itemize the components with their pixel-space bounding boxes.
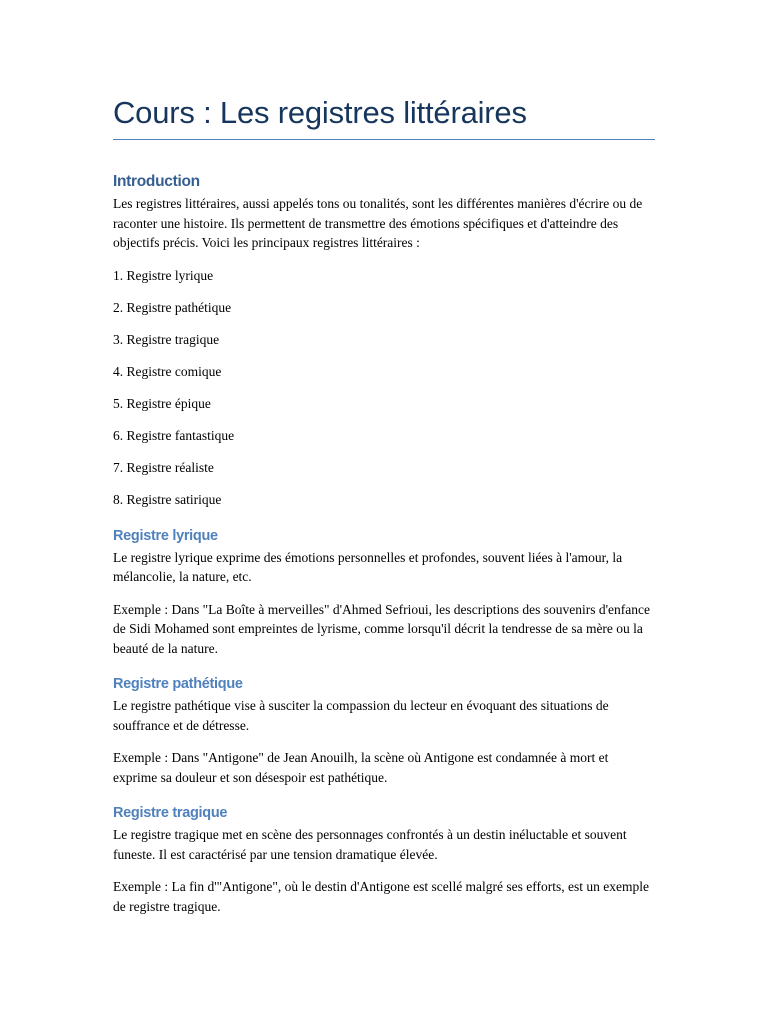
section-registre-lyrique xyxy=(113,524,655,659)
section-example: Exemple : La fin d'"Antigone", où le destin d'Antigone est scellé malgré ses efforts, est un exemple de registre tragique. xyxy=(113,879,649,914)
page-title: Cours : Les registres littéraires xyxy=(113,95,527,130)
list-item: 5. Registre épique xyxy=(113,395,211,411)
section-definition: Le registre tragique met en scène des personnages confrontés à un destin inéluctable et souvent funeste. Il est caractérisé par une tension dramatique élevée. xyxy=(113,827,627,862)
list-item: 3. Registre tragique xyxy=(113,331,220,347)
section-heading: Registre lyrique xyxy=(113,527,218,544)
list-item: 1. Registre lyrique xyxy=(113,267,214,283)
section-example: Exemple : Dans "La Boîte à merveilles" d'Ahmed Sefrioui, les descriptions des souvenirs d'enfance de Sidi Mohamed sont empreintes de lyrisme, comme lorsqu'il décrit la tendresse de sa mère ou la beauté de la nature. xyxy=(113,601,650,656)
list-item: 6. Registre fantastique xyxy=(113,427,235,443)
list-item: 7. Registre réaliste xyxy=(113,460,214,476)
section-definition: Le registre lyrique exprime des émotions personnelles et profondes, souvent liées à l'amour, la mélancolie, la nature, etc. xyxy=(113,549,623,585)
list-item: 8. Registre satirique xyxy=(113,492,222,508)
section-definition: Le registre pathétique vise à susciter la compassion du lecteur en évoquant des situations de souffrance et de détresse. xyxy=(113,698,609,733)
section-example: Exemple : Dans "Antigone" de Jean Anouilh, la scène où Antigone est condamnée à mort et exprime sa douleur et son désespoir est pathétique. xyxy=(113,750,609,785)
registres-list xyxy=(113,266,655,510)
introduction-heading: Introduction xyxy=(113,173,200,190)
document-body xyxy=(113,170,655,929)
list-item: 4. Registre comique xyxy=(113,363,222,379)
introduction-paragraph: Les registres littéraires, aussi appelés tons ou tonalités, sont les différentes manières d'écrire ou de raconter une histoire. Ils permettent de transmettre des émotions spécifiques et d'atteindre des objectifs précis. Voici les principaux registres littéraires : xyxy=(113,196,643,250)
section-heading: Registre tragique xyxy=(113,805,228,822)
section-registre-tragique xyxy=(113,801,655,916)
section-heading: Registre pathétique xyxy=(113,676,243,693)
section-registre-pathetique xyxy=(113,672,655,787)
title-underline xyxy=(113,139,655,140)
list-item: 2. Registre pathétique xyxy=(113,299,232,315)
